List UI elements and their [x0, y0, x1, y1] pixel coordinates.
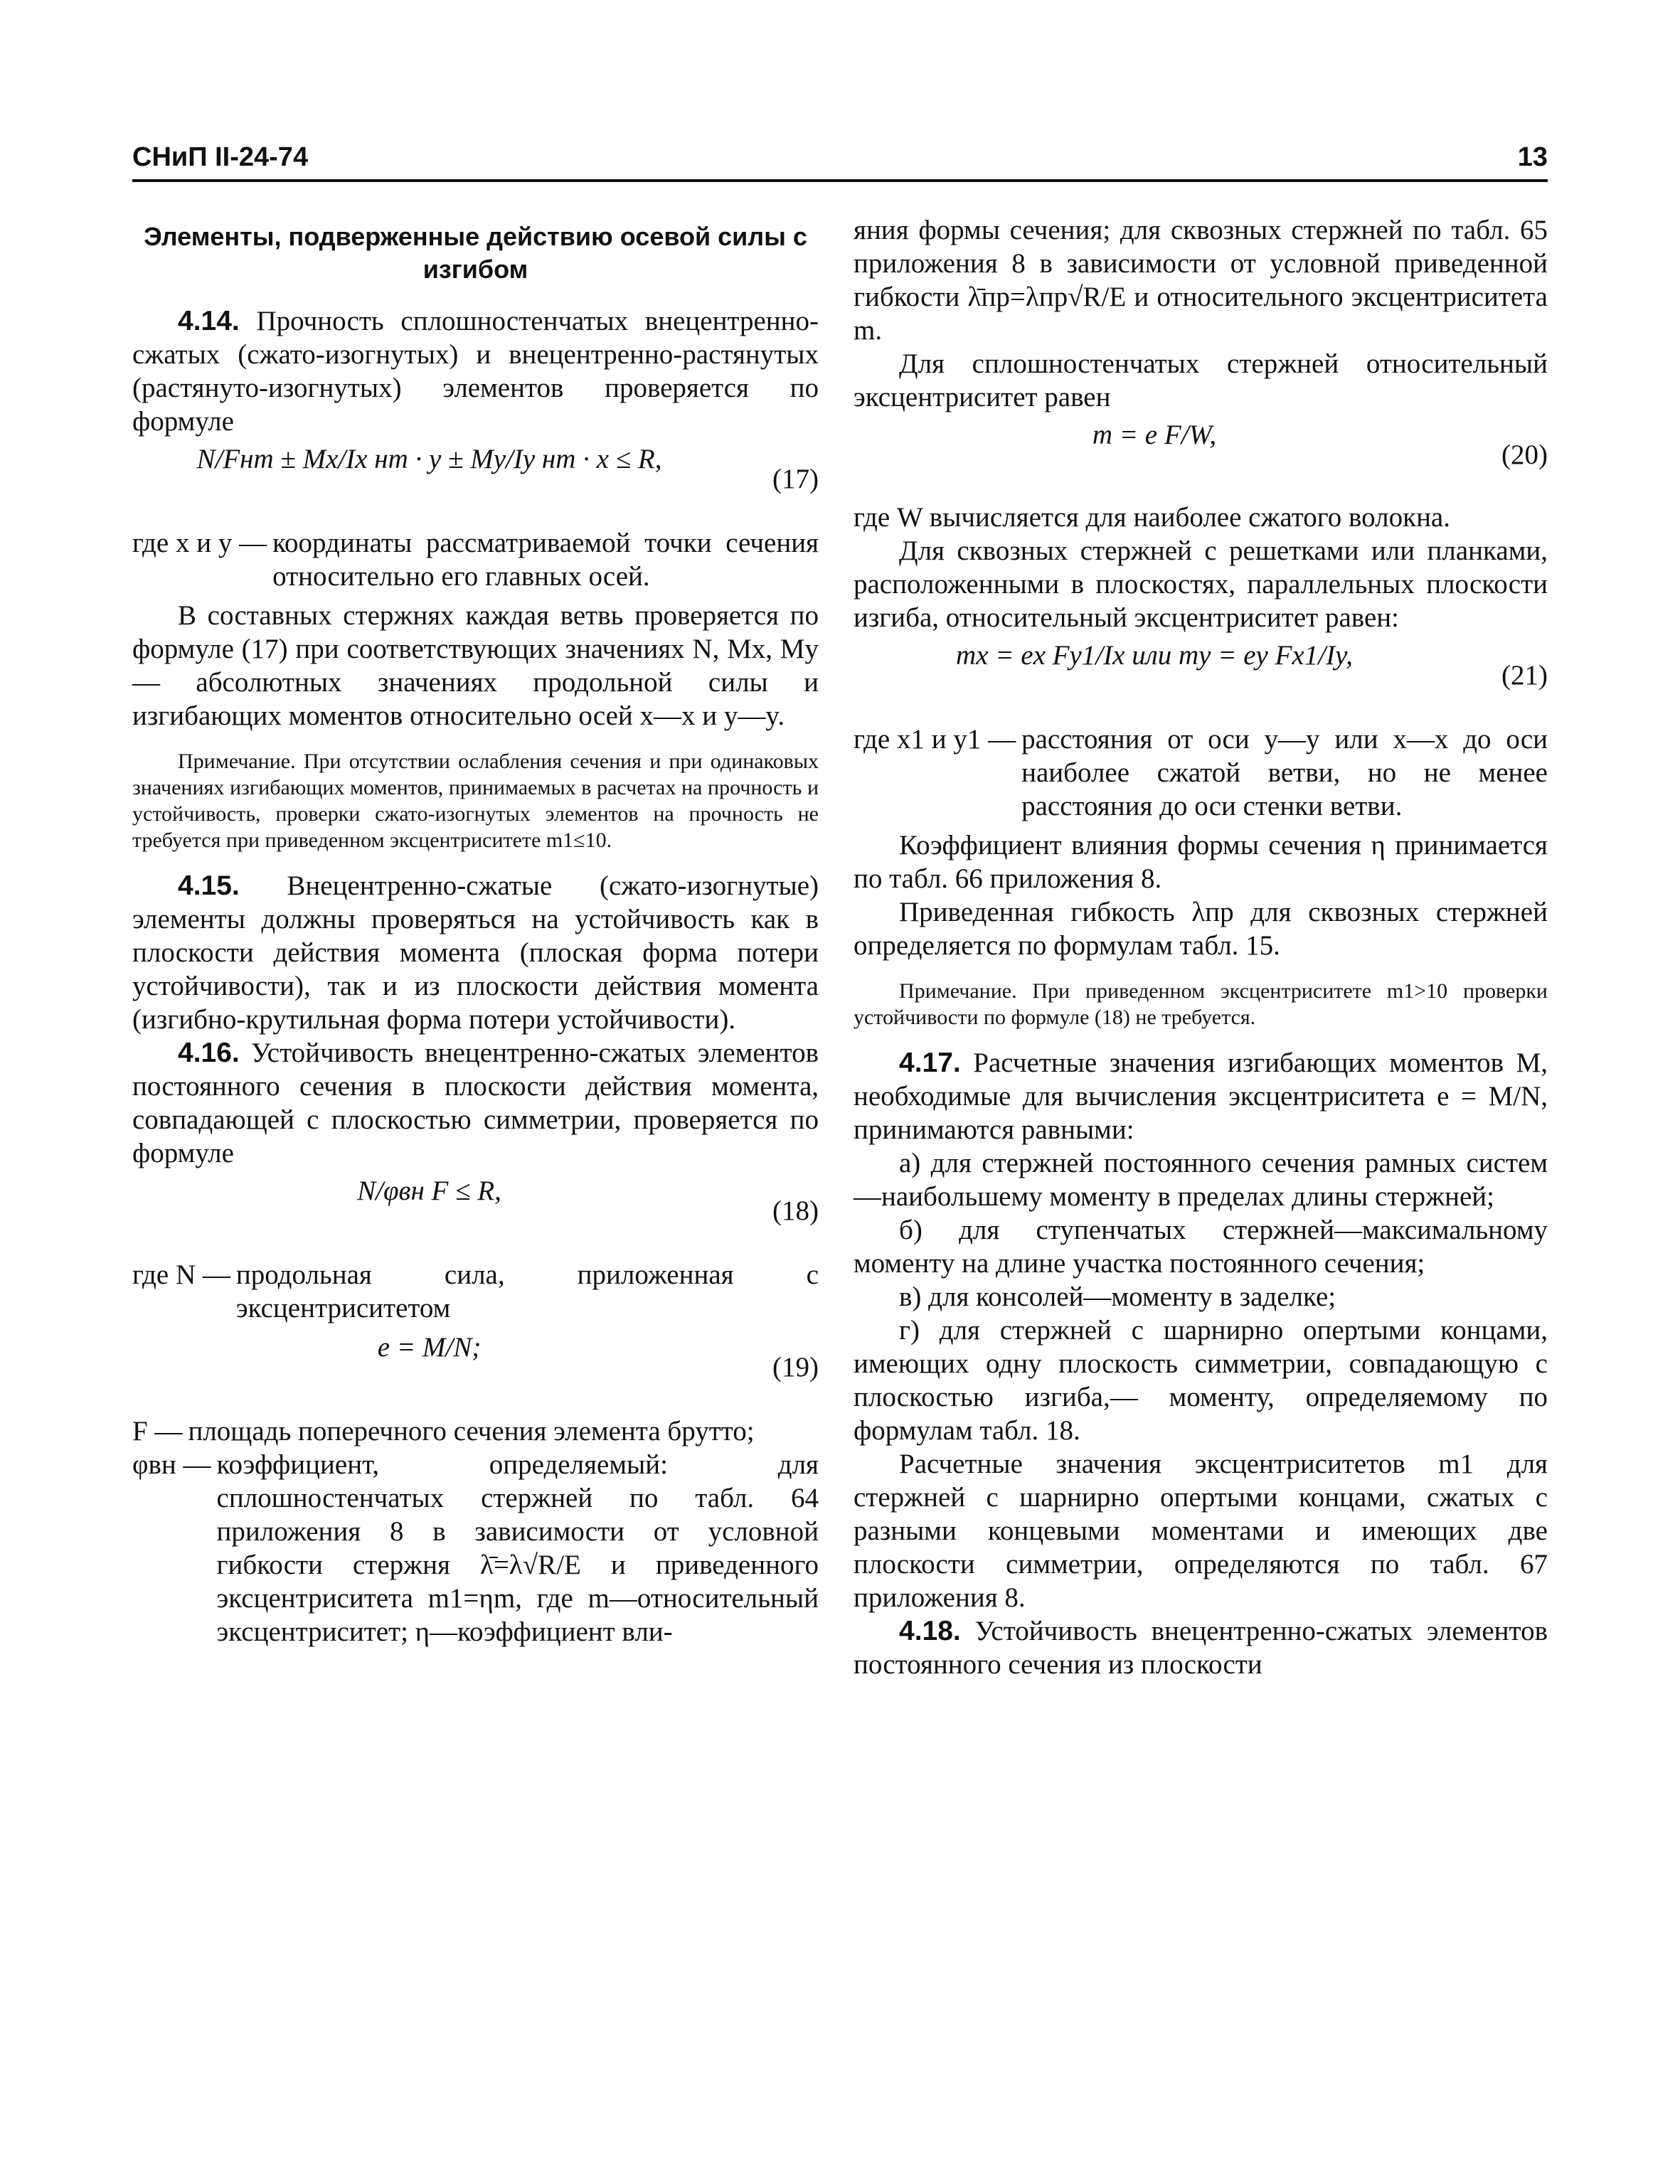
- clause-number: 4.18.: [899, 1616, 961, 1646]
- paragraph-composite: В составных стержнях каждая ветвь проверяется по формуле (17) при соответствующих значениях N, Mx, My — абсолютных значениях продольной силы и изгибающих моментов относительно осей x—x и y—y.: [132, 600, 819, 731]
- paragraph-w: где W вычисляется для наиболее сжатого волокна.: [854, 502, 1450, 533]
- definition-text: расстояния от оси y—y или x—x до оси наиболее сжатой ветви, но не менее расстояния до оси стенки ветви.: [1021, 724, 1548, 821]
- paragraph-eta: Коэффициент влияния формы сечения η принимается по табл. 66 приложения 8.: [854, 830, 1548, 894]
- left-column: [132, 213, 819, 1654]
- clause-text: Устойчивость внецентренно-сжатых элементов постоянного сечения в плоскости действия момента, совпадающей с плоскостью симметрии, проверяется по формуле: [132, 1038, 819, 1168]
- clause-number: 4.15.: [178, 870, 240, 901]
- clause-text: Устойчивость внецентренно-сжатых элементов постоянного сечения из плоскости: [854, 1616, 1548, 1680]
- list-item-v: в) для консолей—моменту в заделке;: [899, 1282, 1336, 1312]
- page-header: [132, 142, 1548, 185]
- definitions-17: [132, 526, 819, 593]
- formula-20: [854, 418, 1548, 496]
- clause-number: 4.16.: [178, 1038, 240, 1068]
- formula-number: (20): [1501, 440, 1548, 470]
- paragraph-continuation: яния формы сечения; для сквозных стержней по табл. 65 приложения 8 в зависимости от условной приведенной гибкости λ̄пр=λпр√R/E и относительного эксцентриситета m.: [854, 215, 1548, 346]
- definition-row: [854, 723, 1548, 823]
- formula-number: (18): [772, 1195, 819, 1226]
- paragraph-4-14: [132, 304, 819, 438]
- clause-text: Прочность сплошностенчатых внецентренно-сжатых (сжато-изогнутых) и внецентренно-растянутых (растянуто-изогнутых) элементов проверяется по формуле: [132, 306, 819, 437]
- list-item-a: а) для стержней постоянного сечения рамных систем—наибольшему моменту в пределах длины стержней;: [854, 1148, 1548, 1212]
- formula-expression: mx = ex Fy1/Ix или my = ey Fx1/Iy,: [956, 640, 1353, 671]
- note-1: Примечание. При отсутствии ослабления сечения и при одинаковых значениях изгибающих моментов, принимаемых в расчетах на прочность и устойчивость, проверки сжато-изогнутых элементов на прочность не требуется при приведенном эксцентриситете m1≤10.: [132, 750, 819, 852]
- paragraph-lambda: Приведенная гибкость λпр для сквозных стержней определяется по формулам табл. 15.: [854, 897, 1548, 961]
- definition-text: площадь поперечного сечения элемента брутто;: [188, 1416, 755, 1447]
- list-item-g: г) для стержней с шарнирно опертыми концами, имеющих одну плоскость симметрии, совпадающую с плоскостью изгиба,— моменту, определяемому по формулам табл. 18.: [854, 1315, 1548, 1446]
- definition-row: [132, 526, 819, 593]
- note-2: Примечание. При приведенном эксцентриситете m1>10 проверки устойчивости по формуле (18) не требуется.: [854, 979, 1548, 1029]
- formula-number: (21): [1501, 660, 1548, 691]
- clause-text: Расчетные значения изгибающих моментов M, необходимые для вычисления эксцентриситета e = M/N, принимаются равными:: [854, 1048, 1548, 1145]
- paragraph-4-15: [132, 869, 819, 1036]
- definitions-19: [132, 1415, 819, 1648]
- formula-number: (17): [772, 464, 819, 494]
- definition-text: координаты рассматриваемой точки сечения относительно его главных осей.: [272, 528, 819, 592]
- formula-19: [132, 1331, 819, 1409]
- definition-text: продольная сила, приложенная с эксцентриситетом: [235, 1259, 819, 1323]
- paragraph-lattice: Для сквозных стержней с решетками или планками, расположенными в плоскостях, параллельных плоскости изгиба, относительный эксцентриситет равен:: [854, 536, 1548, 633]
- formula-expression: N/Fнт ± Mx/Ix нт · y ± My/Iy нт · x ≤ R,: [196, 444, 662, 474]
- formula-expression: e = M/N;: [377, 1332, 482, 1363]
- formula-21: [854, 639, 1548, 717]
- definition-text: коэффициент, определяемый: для сплошностенчатых стержней по табл. 64 приложения 8 в зависимости от условной гибкости стержня λ̄=λ√R/E и приведенного эксцентриситета m1=ηm, где m—относительный эксцентриситет; η—коэффициент вли-: [216, 1449, 819, 1647]
- paragraph-4-16: [132, 1036, 819, 1170]
- moment-list: [854, 1146, 1548, 1447]
- clause-text: Внецентренно-сжатые (сжато-изогнутые) элементы должны проверяться на устойчивость как в плоскости действия момента (плоская форма потери устойчивости), так и из плоскости действия момента (изгибно-крутильная форма потери устойчивости).: [132, 870, 819, 1035]
- definition-symbol: где x и y —: [132, 528, 267, 558]
- formula-number: (19): [772, 1352, 819, 1383]
- definition-symbol: F —: [132, 1416, 183, 1447]
- paragraph-m1: Расчетные значения эксцентриситетов m1 для стержней с шарнирно опертыми концами, сжатых с разными концевыми моментами и имеющих две плоскости симметрии, определяются по табл. 67 приложения 8.: [854, 1449, 1548, 1613]
- section-title: Элементы, подверженные действию осевой силы с изгибом: [144, 222, 807, 284]
- definition-row: [132, 1258, 819, 1325]
- paragraph-solid: Для сплошностенчатых стержней относительный эксцентриситет равен: [854, 348, 1548, 412]
- formula-expression: N/φвн F ≤ R,: [357, 1176, 501, 1206]
- definition-row: [132, 1415, 819, 1448]
- clause-number: 4.14.: [178, 306, 240, 336]
- document-code: СНиП II-24-74: [132, 142, 309, 172]
- list-item-b: б) для ступенчатых стержней—максимальному моменту на длине участка постоянного сечения;: [854, 1215, 1548, 1279]
- definition-symbol: где x1 и y1 —: [854, 724, 1016, 755]
- definitions-21: [854, 723, 1548, 823]
- header-rule: [132, 179, 1548, 182]
- paragraph-4-17: [854, 1046, 1548, 1146]
- paragraph-4-18: [854, 1614, 1548, 1681]
- right-column: [854, 213, 1548, 1681]
- formula-expression: m = e F/W,: [1092, 420, 1217, 450]
- definition-symbol: где N —: [132, 1259, 230, 1290]
- clause-number: 4.17.: [899, 1048, 961, 1078]
- definition-row: [132, 1448, 819, 1648]
- definition-symbol: φвн —: [132, 1449, 211, 1480]
- formula-18: [132, 1174, 819, 1252]
- page-number: 13: [1517, 142, 1548, 172]
- definitions-18: [132, 1258, 819, 1325]
- formula-17: [132, 442, 819, 521]
